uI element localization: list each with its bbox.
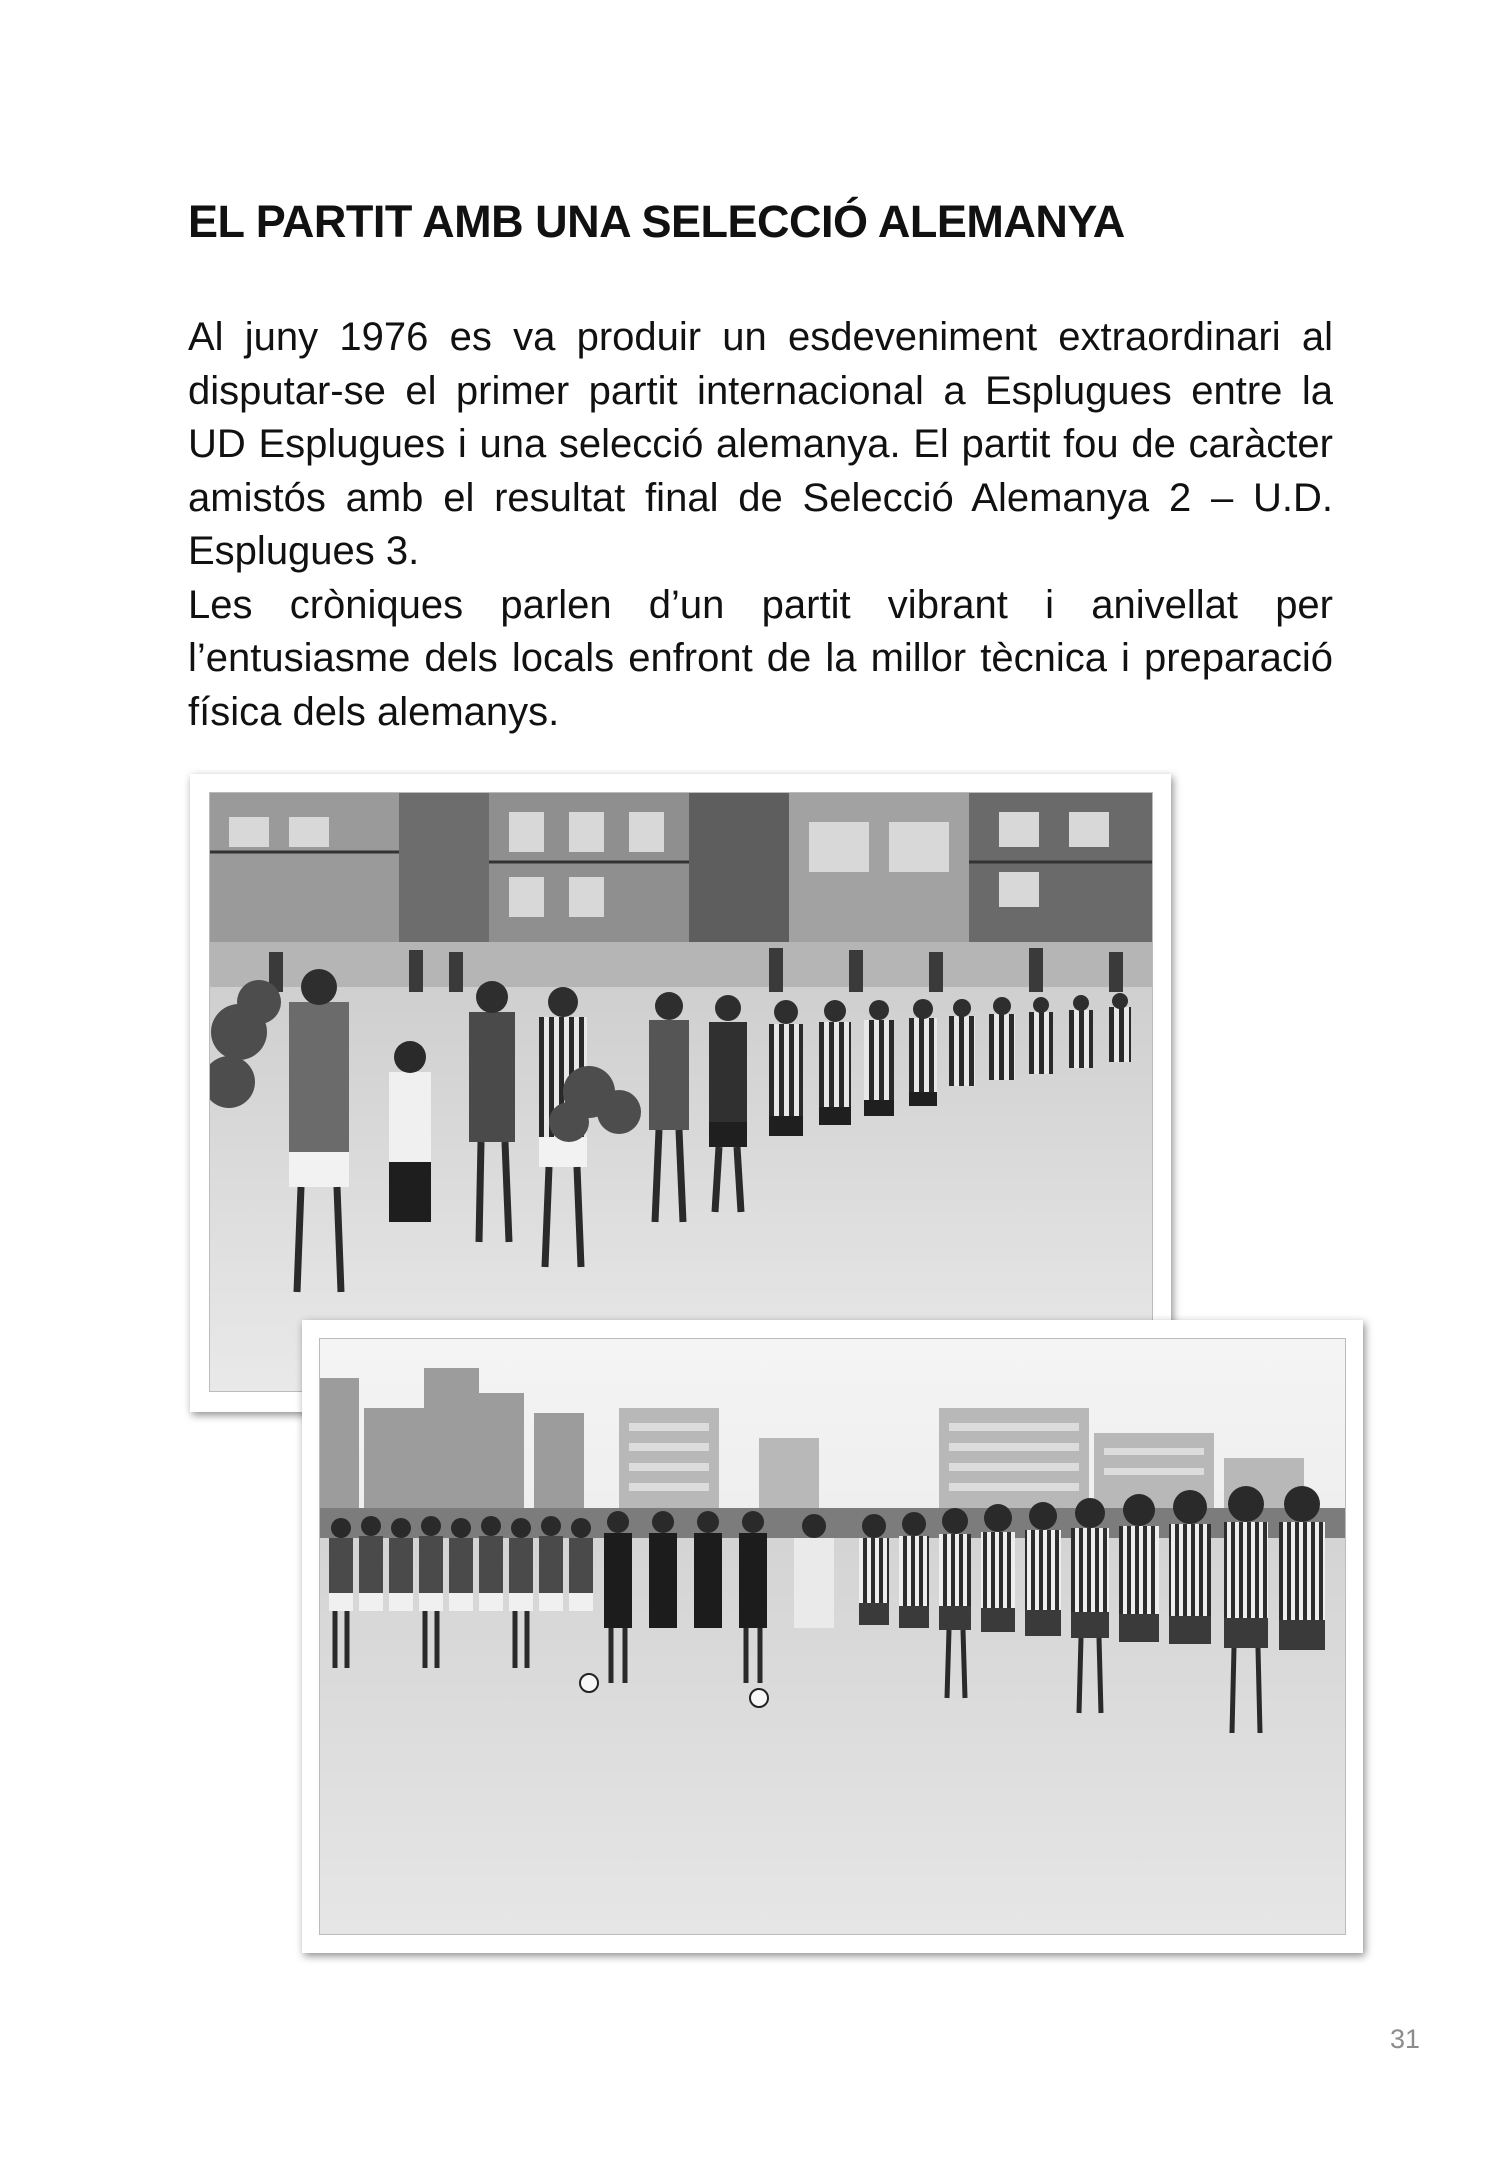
- photo-teams-lineup-image: [319, 1338, 1346, 1935]
- page-number: 31: [1389, 2024, 1420, 2054]
- photo-teams-lineup: [302, 1320, 1363, 1953]
- paragraph-chronicles: Les cròniques parlen d’un partit vibrant i anivellat per l’entusiasme dels locals enfront de la millor tècnica i preparació física dels alemanys.: [188, 582, 1333, 734]
- article-body: [188, 311, 1333, 739]
- photo-teams-walkout: [190, 774, 1171, 1412]
- paragraph-match-description: Al juny 1976 es va produir un esdeveniment extraordinari al disputar-se el primer partit internacional a Esplugues entre la UD Esplugues i una selecció alemanya. El partit fou de caràcter amistós amb el resultat final de Selecció Alemanya 2 – U.D. Esplugues 3.: [188, 315, 1333, 573]
- page-title: EL PARTIT AMB UNA SELECCIÓ ALEMANYA: [188, 196, 1125, 247]
- photo-teams-walkout-image: [209, 792, 1153, 1392]
